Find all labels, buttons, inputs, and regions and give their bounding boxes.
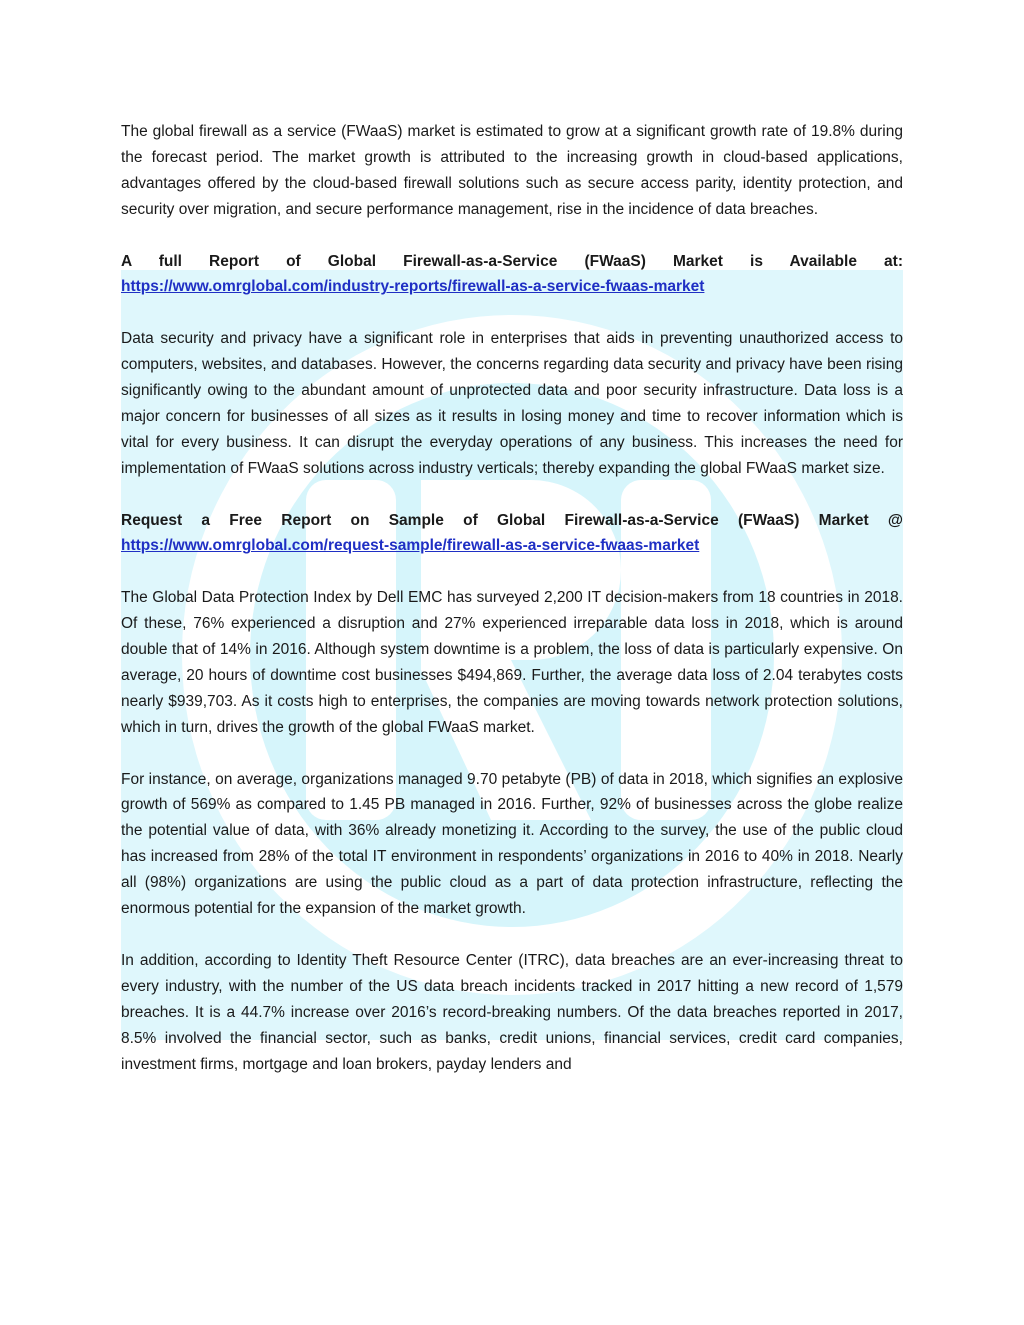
sample-link-url[interactable]: https://www.omrglobal.com/request-sample/firewall-as-a-service-fwaas-market [121, 537, 700, 555]
itrc-paragraph: In addition, according to Identity Theft Resource Center (ITRC), data breaches are an ever-increasing threat to every industry, with the number of the US data breach incidents tracked in 2017 hitting a new record of 1,579 breaches. It is a 44.7% increase over 2016’s record-breaking numbers. Of the data breaches reported in 2017, 8.5% involved the financial sector, such as banks, credit unions, financial services, credit card companies, investment firms, mortgage and loan brokers, payday lenders and [121, 951, 903, 1073]
intro-paragraph: The global firewall as a service (FWaaS) market is estimated to grow at a significant growth rate of 19.8% during the forecast period. The market growth is attributed to the increasing growth in cloud-based applications, advantages offered by the cloud-based firewall solutions such as secure access parity, identity protection, and security over migration, and secure performance management, rise in the incidence of data breaches. [121, 123, 903, 218]
petabyte-paragraph: For instance, on average, organizations managed 9.70 petabyte (PB) of data in 2018, which signifies an explosive growth of 569% as compared to 1.45 PB managed in 2016. Further, 92% of businesses across the globe realize the potential value of data, with 36% already monetizing it. According to the survey, the use of the public cloud has increased from 28% of the total IT environment in respondents’ organizations in 2016 to 40% in 2018. Nearly all (98%) organizations are using the public cloud as a part of data protection infrastructure, reflecting the enormous potential for the expansion of the market growth. [121, 770, 903, 918]
sample-link-block [121, 508, 903, 560]
report-link-lead: A full Report of Global Firewall-as-a-Service (FWaaS) Market is Available at: [121, 252, 903, 270]
document-body [121, 119, 903, 1103]
sample-link-lead: Request a Free Report on Sample of Global Firewall-as-a-Service (FWaaS) Market @ [121, 511, 903, 529]
dell-emc-paragraph: The Global Data Protection Index by Dell EMC has surveyed 2,200 IT decision-makers from 18 countries in 2018. Of these, 76% experienced a disruption and 27% experienced irreparable data loss in 2018, which is around double that of 14% in 2016. Although system downtime is a problem, the loss of data is particularly expensive. On average, 20 hours of downtime cost businesses $494,869. Further, the average data loss of 2.04 terabytes costs nearly $939,703. As it costs high to enterprises, the companies are moving towards network protection solutions, which in turn, drives the growth of the global FWaaS market. [121, 589, 903, 736]
data-security-paragraph: Data security and privacy have a significant role in enterprises that aids in preventing unauthorized access to computers, websites, and databases. However, the concerns regarding data security and privacy have been rising significantly owing to the abundant amount of unprotected data and poor security infrastructure. Data loss is a major concern for businesses of all sizes as it results in losing money and time to recover information which is vital for every business. It can disrupt the everyday operations of any business. This increases the need for implementation of FWaaS solutions across industry verticals; thereby expanding the global FWaaS market size. [121, 330, 903, 477]
report-link-url[interactable]: https://www.omrglobal.com/industry-reports/firewall-as-a-service-fwaas-market [121, 278, 705, 296]
report-link-block [121, 249, 903, 301]
